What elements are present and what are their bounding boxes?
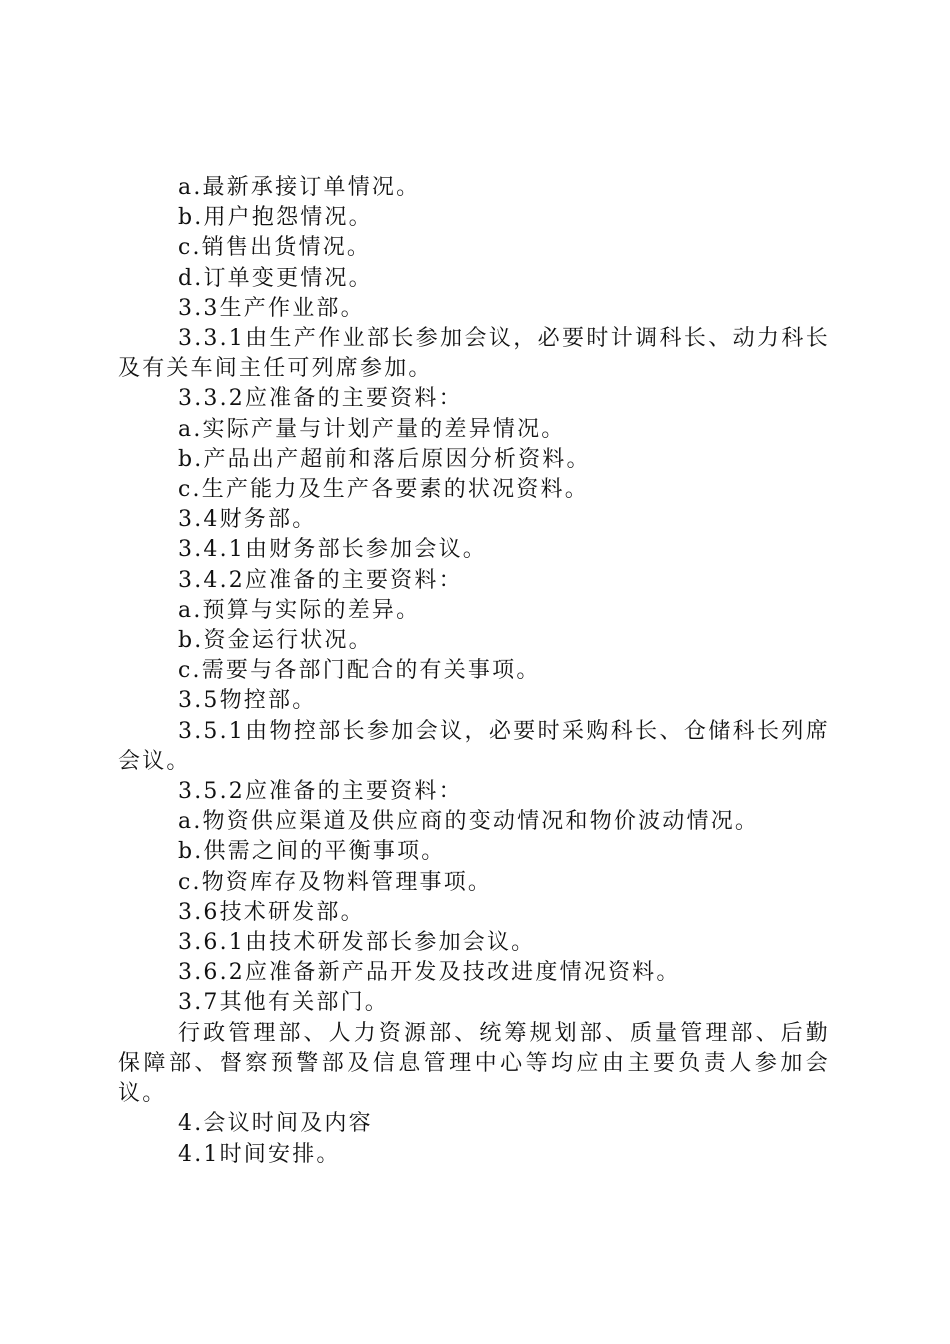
paragraph: c.销售出货情况。 (178, 235, 372, 261)
section-heading: 3.5物控部。 (178, 688, 317, 714)
paragraph: d.订单变更情况。 (178, 265, 373, 291)
paragraph: 3.5.2应准备的主要资料： (178, 779, 463, 805)
paragraph: c.物资库存及物料管理事项。 (178, 869, 493, 895)
paragraph: 3.6.1由技术研发部长参加会议。 (178, 930, 536, 956)
paragraph: a.预算与实际的差异。 (178, 597, 421, 623)
section-heading: 4.会议时间及内容 (178, 1111, 373, 1137)
paragraph: 3.4.1由财务部长参加会议。 (178, 537, 487, 563)
paragraph: a.最新承接订单情况。 (178, 175, 421, 200)
section-heading: 3.4财务部。 (178, 507, 317, 533)
paragraph: a.物资供应渠道及供应商的变动情况和物价波动情况。 (178, 809, 760, 835)
paragraph: a.实际产量与计划产量的差异情况。 (178, 416, 566, 442)
paragraph: b.供需之间的平衡事项。 (178, 839, 446, 865)
section-heading: 4.1时间安排。 (178, 1141, 341, 1167)
document-body (118, 173, 830, 1170)
paragraph: c.需要与各部门配合的有关事项。 (178, 658, 541, 684)
paragraph: 3.3.2应准备的主要资料： (178, 386, 463, 412)
paragraph: b.用户抱怨情况。 (178, 205, 373, 231)
paragraph: 3.5.1由物控部长参加会议，必要时采购科长、仓储科长列席会议。 (118, 718, 830, 774)
paragraph: b.资金运行状况。 (178, 628, 373, 654)
section-heading: 3.3生产作业部。 (178, 295, 365, 321)
paragraph: c.生产能力及生产各要素的状况资料。 (178, 477, 589, 503)
paragraph: 行政管理部、人力资源部、统筹规划部、质量管理部、后勤保障部、督察预警部及信息管理中心等均应由主要负责人参加会议。 (118, 1020, 830, 1107)
paragraph: 3.4.2应准备的主要资料： (178, 567, 463, 593)
paragraph: b.产品出产超前和落后原因分析资料。 (178, 446, 591, 472)
paragraph: 3.6.2应准备新产品开发及技改进度情况资料。 (178, 960, 681, 986)
section-heading: 3.6技术研发部。 (178, 899, 365, 925)
paragraph: 3.3.1由生产作业部长参加会议，必要时计调科长、动力科长及有关车间主任可列席参加。 (118, 326, 830, 382)
section-heading: 3.7其他有关部门。 (178, 990, 389, 1016)
